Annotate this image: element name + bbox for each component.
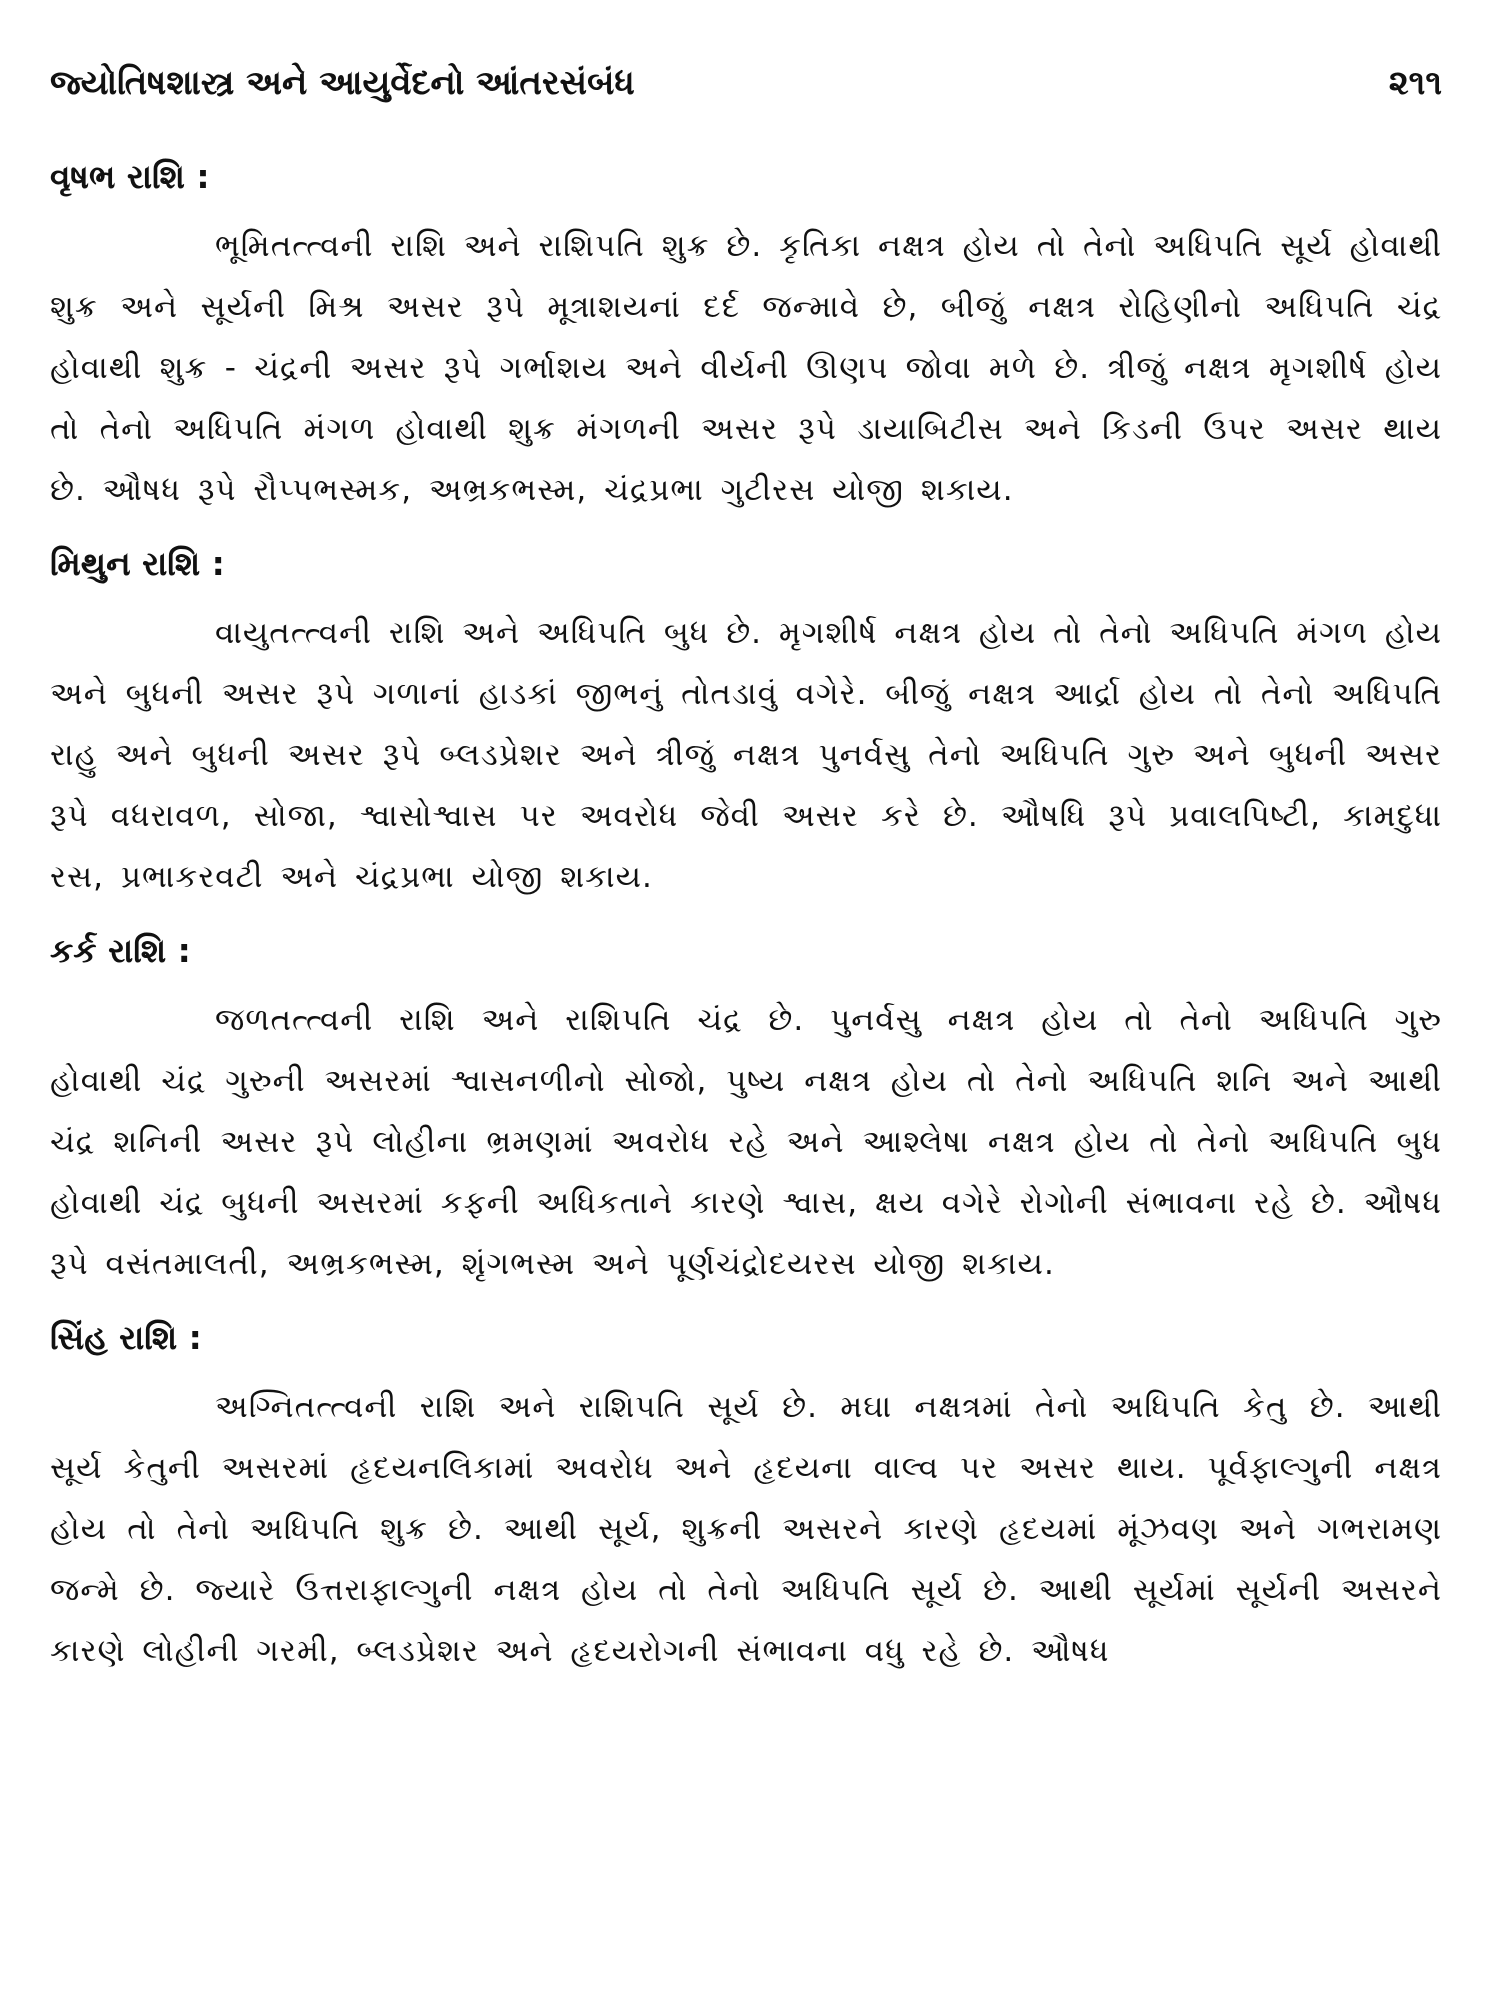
- section-paragraph: ભૂમિતત્ત્વની રાશિ અને રાશિપતિ શુક્ર છે. કૃતિકા નક્ષત્ર હોય તો તેનો અધિપતિ સૂર્ય હોવાથી શુક્ર અને સૂર્યની મિશ્ર અસર રૂપે મૂત્રાશયનાં દર્દ જન્માવે છે, બીજું નક્ષત્ર રોહિણીનો અધિપતિ ચંદ્ર હોવાથી શુક્ર - ચંદ્રની અસર રૂપે ગર્ભાશય અને વીર્યની ઊણપ જોવા મળે છે. ત્રીજું નક્ષત્ર મૃગશીર્ષ હોય તો તેનો અધિપતિ મંગળ હોવાથી શુક્ર મંગળની અસર રૂપે ડાયાબિટીસ અને કિડની ઉપર અસર થાય છે. ઔષધ રૂપે રૌપ્પભસ્મક, અભ્રકભસ્મ, ચંદ્રપ્રભા ગુટીરસ યોજી શકાય.: [50, 228, 1442, 508]
- section-heading: મિથુન રાશિ :: [50, 544, 225, 583]
- section-sinh: [50, 1313, 1442, 1682]
- section-heading: સિંહ રાશિ :: [50, 1318, 202, 1357]
- section-heading: કર્ક રાશિ :: [50, 931, 191, 970]
- section-paragraph: જળતત્ત્વની રાશિ અને રાશિપતિ ચંદ્ર છે. પુનર્વસુ નક્ષત્ર હોય તો તેનો અધિપતિ ગુરુ હોવાથી ચંદ્ર ગુરુની અસરમાં શ્વાસનળીનો સોજો, પુષ્ય નક્ષત્ર હોય તો તેનો અધિપતિ શનિ અને આથી ચંદ્ર શનિની અસર રૂપે લોહીના ભ્રમણમાં અવરોધ રહે અને આશ્લેષા નક્ષત્ર હોય તો તેનો અધિપતિ બુધ હોવાથી ચંદ્ર બુધની અસરમાં કફની અધિકતાને કારણે શ્વાસ, ક્ષય વગેરે રોગોની સંભાવના રહે છે. ઔષધ રૂપે વસંતમાલતી, અભ્રકભસ્મ, શૃંગભસ્મ અને પૂર્ણચંદ્રોદયરસ યોજી શકાય.: [50, 1002, 1442, 1282]
- section-mithun: [50, 539, 1442, 908]
- section-kark: [50, 926, 1442, 1295]
- section-paragraph: અગ્નિતત્ત્વની રાશિ અને રાશિપતિ સૂર્ય છે. મઘા નક્ષત્રમાં તેનો અધિપતિ કેતુ છે. આથી સૂર્ય કેતુની અસરમાં હૃદયનલિકામાં અવરોધ અને હૃદયના વાલ્વ પર અસર થાય. પૂર્વફાલ્ગુની નક્ષત્ર હોય તો તેનો અધિપતિ શુક્ર છે. આથી સૂર્ય, શુક્રની અસરને કારણે હૃદયમાં મૂંઝવણ અને ગભરામણ જન્મે છે. જ્યારે ઉત્તરાફાલ્ગુની નક્ષત્ર હોય તો તેનો અધિપતિ સૂર્ય છે. આથી સૂર્યમાં સૂર્યની અસરને કારણે લોહીની ગરમી, બ્લડપ્રેશર અને હૃદયરોગની સંભાવના વધુ રહે છે. ઔષધ: [50, 1389, 1442, 1669]
- section-paragraph: વાયુતત્ત્વની રાશિ અને અધિપતિ બુધ છે. મૃગશીર્ષ નક્ષત્ર હોય તો તેનો અધિપતિ મંગળ હોય અને બુધની અસર રૂપે ગળાનાં હાડકાં જીભનું તોતડાવું વગેરે. બીજું નક્ષત્ર આર્દ્રા હોય તો તેનો અધિપતિ રાહુ અને બુધની અસર રૂપે બ્લડપ્રેશર અને ત્રીજું નક્ષત્ર પુનર્વસુ તેનો અધિપતિ ગુરુ અને બુધની અસર રૂપે વધરાવળ, સોજા, શ્વાસોશ્વાસ પર અવરોધ જેવી અસર કરે છે. ઔષધિ રૂપે પ્રવાલપિષ્ટી, કામદુધા રસ, પ્રભાકરવટી અને ચંદ્રપ્રભા યોજી શકાય.: [50, 615, 1442, 895]
- section-vrushabh: [50, 152, 1442, 521]
- page-number: ૨૧૧: [1388, 63, 1442, 103]
- running-header: [50, 58, 1442, 108]
- running-title: જ્યોતિષશાસ્ત્ર અને આયુર્વેદનો આંતરસંબંધ: [50, 63, 635, 103]
- section-heading: વૃષભ રાશિ :: [50, 157, 210, 196]
